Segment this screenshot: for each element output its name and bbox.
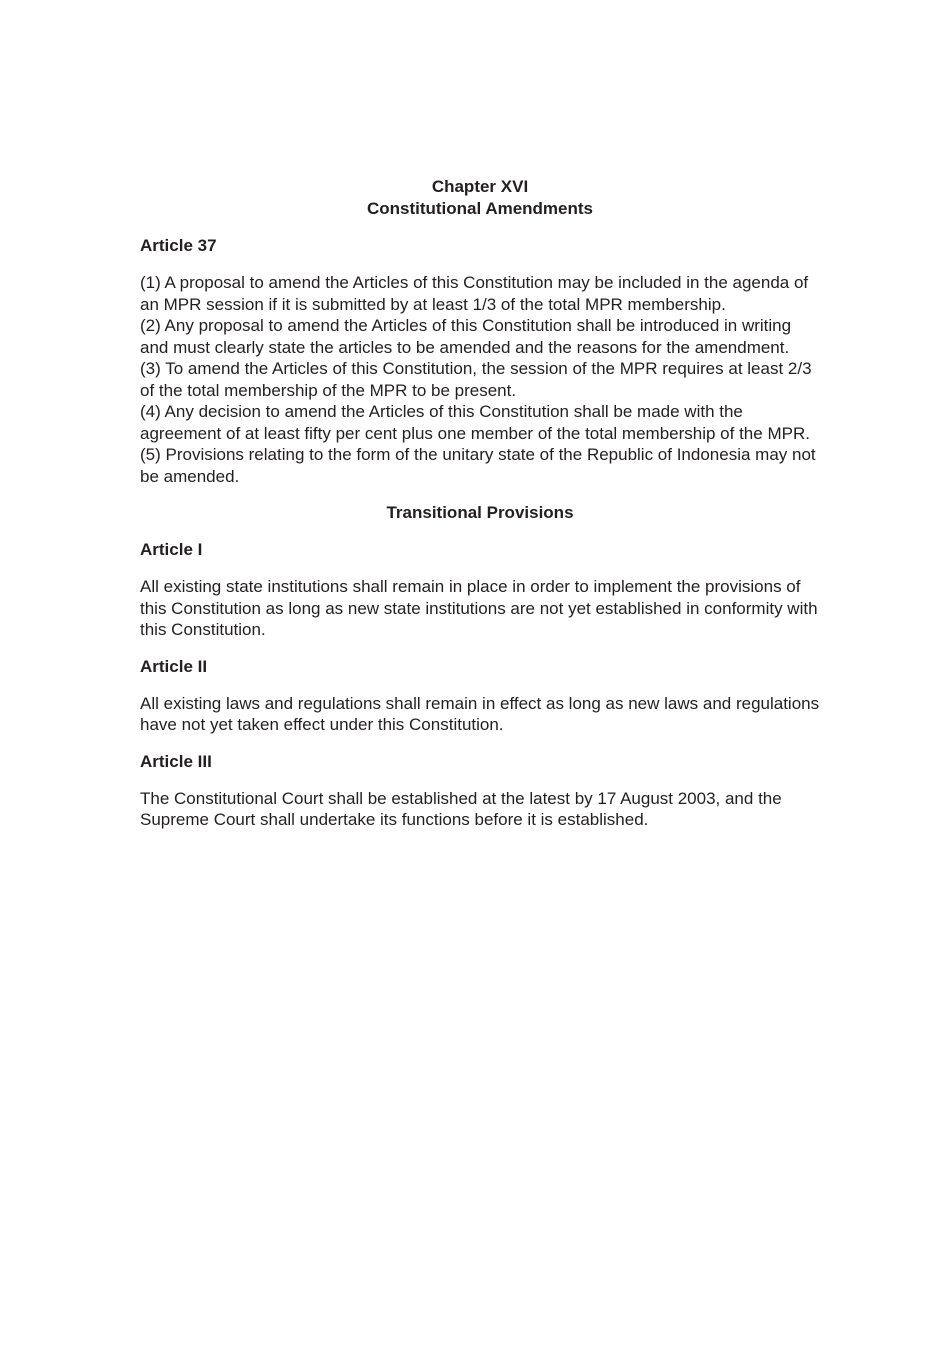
article-37-paragraph-1: (1) A proposal to amend the Articles of this Constitution may be included in the agenda of an MPR session if it is submitted by at least 1/3 of the total MPR membership. <box>140 273 809 314</box>
article-ii-text: All existing laws and regulations shall remain in effect as long as new laws and regulations have not yet taken effect under this Constitution. <box>140 693 820 734</box>
article-i-heading: Article I <box>140 540 203 559</box>
chapter-title: Constitutional Amendments <box>366 199 594 218</box>
chapter-heading <box>140 176 820 220</box>
article-37-paragraph-4: (4) Any decision to amend the Articles of this Constitution shall be made with the agreement of at least fifty per cent plus one member of the total membership of the MPR. <box>140 402 810 443</box>
article-37-paragraph-2: (2) Any proposal to amend the Articles of this Constitution shall be introduced in writing and must clearly state the articles to be amended and the reasons for the amendment. <box>140 316 792 357</box>
article-iii-heading: Article III <box>140 751 212 771</box>
article-iii-body <box>140 788 820 831</box>
chapter-number: Chapter XVI <box>431 177 529 196</box>
article-iii-text: The Constitutional Court shall be established at the latest by 17 August 2003, and the Supreme Court shall undertake its functions before it is established. <box>140 788 782 829</box>
transitional-provisions-heading: Transitional Provisions <box>386 503 574 522</box>
article-37-heading: Article 37 <box>140 236 217 255</box>
article-ii-body <box>140 693 820 736</box>
article-i-text: All existing state institutions shall remain in place in order to implement the provisions of this Constitution as long as new state institutions are not yet established in conformity with this Constitution. <box>140 577 818 639</box>
article-i-body <box>140 576 820 641</box>
article-37-body <box>140 272 820 487</box>
article-37-paragraph-3: (3) To amend the Articles of this Constitution, the session of the MPR requires at least 2/3 of the total membership of the MPR to be present. <box>140 359 812 400</box>
document-page <box>140 176 820 846</box>
article-ii-heading: Article II <box>140 656 208 676</box>
article-37-paragraph-5: (5) Provisions relating to the form of the unitary state of the Republic of Indonesia may not be amended. <box>140 445 816 486</box>
